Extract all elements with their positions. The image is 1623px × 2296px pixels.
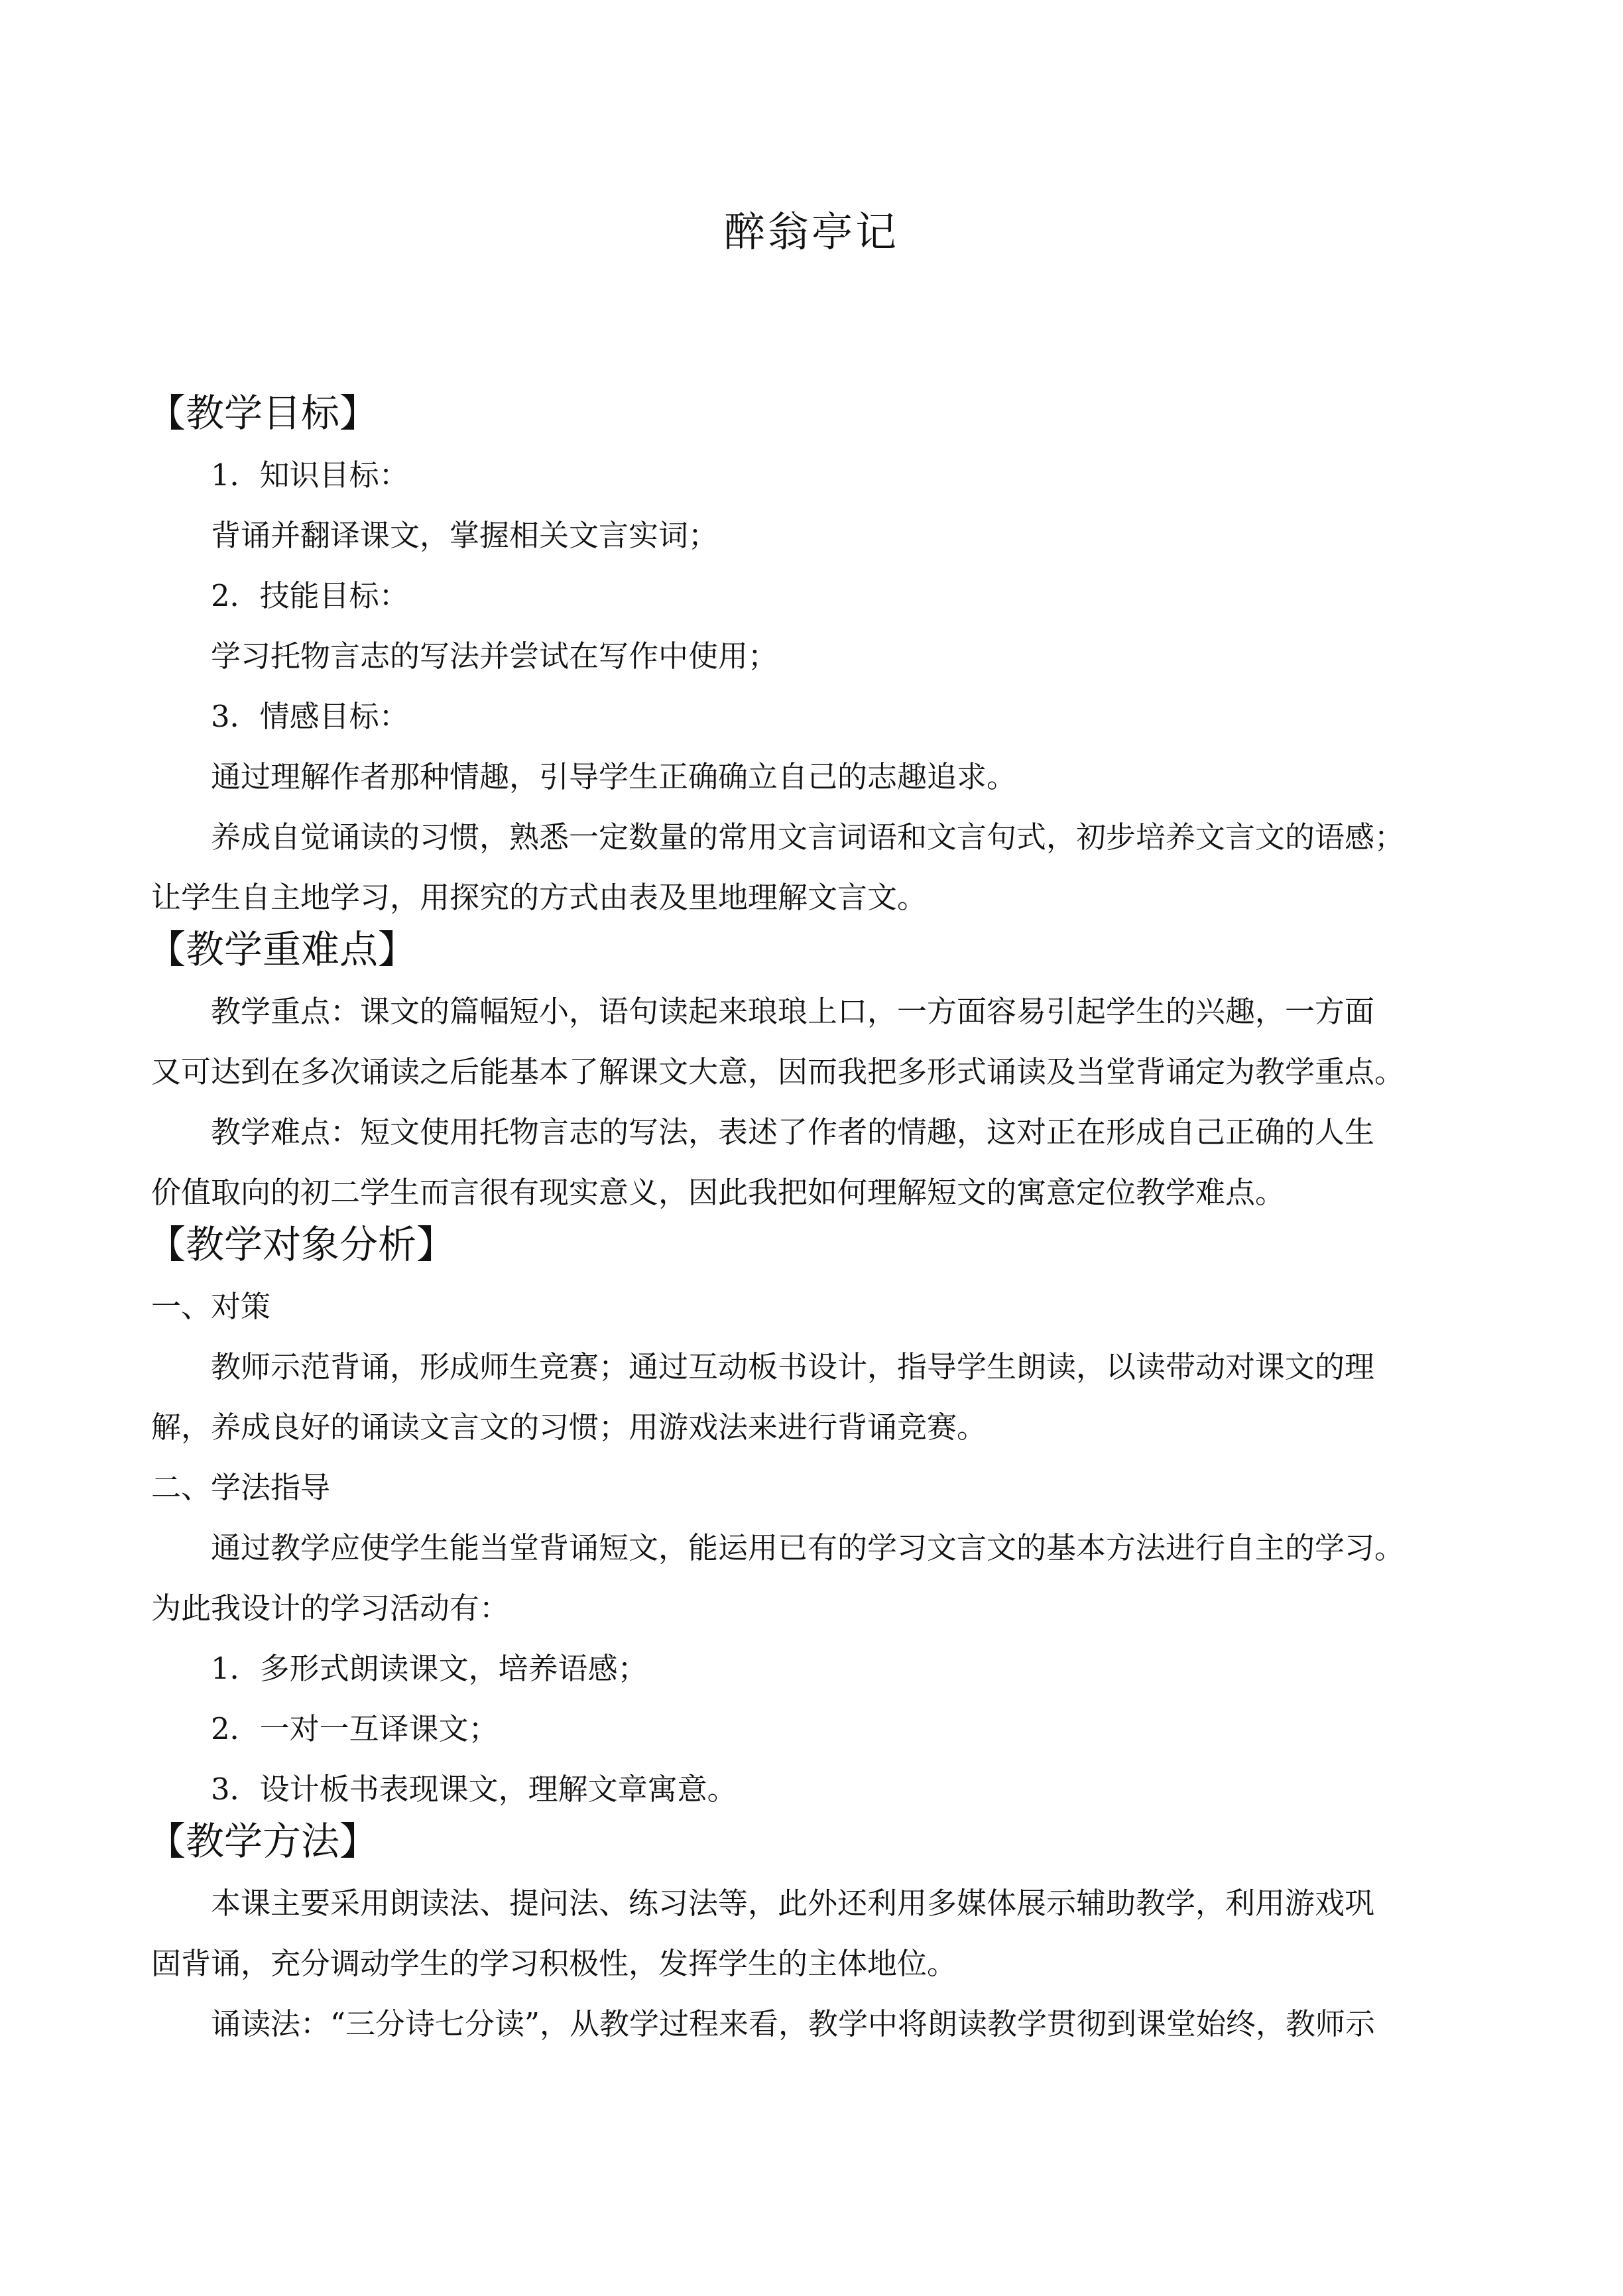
objective-3-label: 3．情感目标： xyxy=(211,699,409,734)
analysis-sub-1-line-2: 解，养成良好的诵读文言文的习惯；用游戏法来进行背诵竞赛。 xyxy=(151,1410,987,1445)
objective-2-label: 2．技能目标： xyxy=(211,578,409,613)
analysis-sub-1-line-1: 教师示范背诵，形成师生竞赛；通过互动板书设计，指导学生朗读，以读带动对课文的理 xyxy=(211,1349,1375,1384)
heading-analysis: 【教学对象分析】 xyxy=(147,1222,455,1267)
heading-objectives: 【教学目标】 xyxy=(147,391,379,436)
methods-para-2-line-1: 诵读法：“三分诗七分读”，从教学过程来看，教学中将朗读教学贯彻到课堂始终，教师示 xyxy=(211,2006,1376,2041)
analysis-sub-2: 二、学法指导 xyxy=(151,1470,331,1505)
focus-line-1: 教学重点：课文的篇幅短小，语句读起来琅琅上口，一方面容易引起学生的兴趣，一方面 xyxy=(211,994,1375,1029)
objective-extra-line-2: 让学生自主地学习，用探究的方式由表及里地理解文言文。 xyxy=(151,880,928,915)
analysis-sub-2-line-1: 通过教学应使学生能当堂背诵短文，能运用已有的学习文言文的基本方法进行自主的学习。 xyxy=(211,1530,1405,1565)
activity-3: 3．设计板书表现课文，理解文章寓意。 xyxy=(211,1772,737,1807)
objective-3-text: 通过理解作者那种情趣，引导学生正确确立自己的志趣追求。 xyxy=(211,759,1017,794)
focus-line-2: 又可达到在多次诵读之后能基本了解课文大意，因而我把多形式诵读及当堂背诵定为教学重点。 xyxy=(151,1054,1405,1089)
difficulty-line-2: 价值取向的初二学生而言很有现实意义，因此我把如何理解短文的寓意定位教学难点。 xyxy=(151,1175,1286,1210)
activity-2: 2．一对一互译课文； xyxy=(211,1711,499,1746)
methods-para-1-line-1: 本课主要采用朗读法、提问法、练习法等，此外还利用多媒体展示辅助教学，利用游戏巩 xyxy=(211,1886,1375,1921)
difficulty-line-1: 教学难点：短文使用托物言志的写法，表述了作者的情趣，这对正在形成自己正确的人生 xyxy=(211,1115,1375,1150)
objective-1-text: 背诵并翻译课文，掌握相关文言实词； xyxy=(211,518,719,553)
methods-para-1-line-2: 固背诵，充分调动学生的学习积极性，发挥学生的主体地位。 xyxy=(151,1946,957,1981)
activity-1: 1．多形式朗读课文，培养语感； xyxy=(211,1651,648,1686)
analysis-sub-2-line-2: 为此我设计的学习活动有： xyxy=(151,1591,510,1626)
heading-methods: 【教学方法】 xyxy=(147,1819,379,1864)
objective-2-text: 学习托物言志的写法并尝试在写作中使用； xyxy=(211,638,778,674)
objective-1-label: 1．知识目标： xyxy=(211,457,409,493)
document-title: 醉翁亭记 xyxy=(723,208,899,256)
heading-key-points: 【教学重难点】 xyxy=(147,927,417,972)
objective-extra-line-1: 养成自觉诵读的习惯，熟悉一定数量的常用文言词语和文言句式，初步培养文言文的语感； xyxy=(211,819,1405,855)
analysis-sub-1: 一、对策 xyxy=(151,1289,271,1324)
